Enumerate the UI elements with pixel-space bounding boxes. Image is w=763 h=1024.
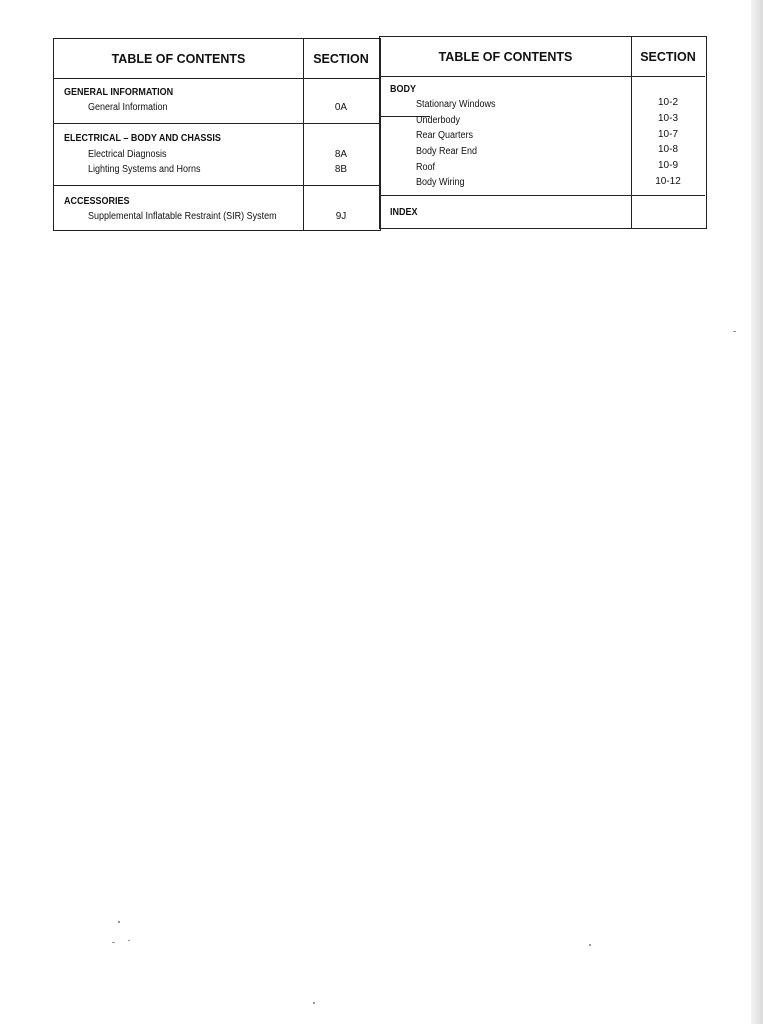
group-heading: ELECTRICAL – BODY AND CHASSIS [64,133,221,144]
toc-entry-label: Body Rear End [416,146,478,157]
scan-speck [313,1002,315,1004]
toc-entry-section: 8A [334,149,348,160]
toc-entry-label: Body Wiring [416,177,465,188]
column-divider [303,39,304,230]
table-of-contents [53,36,707,229]
scan-speck [589,944,591,946]
section-header: SECTION [631,37,705,77]
row-divider [380,195,705,196]
row-divider [54,185,379,186]
column-divider [631,37,632,228]
toc-entry-label: Underbody [416,115,461,126]
index-heading: INDEX [390,207,418,218]
toc-entry-label: Electrical Diagnosis [88,149,167,160]
toc-entry-section: 10-9 [657,160,678,171]
toc-entry-section: 10-2 [657,97,678,108]
row-divider [54,123,379,124]
toc-entry-label: General Information [88,102,168,113]
toc-entry-section: 10-7 [657,129,678,140]
toc-entry-section: 9J [335,211,347,222]
toc-entry-section: 10-12 [655,176,681,187]
group-heading: ACCESSORIES [64,196,130,207]
toc-header-title: TABLE OF CONTENTS [380,37,631,77]
toc-header-title: TABLE OF CONTENTS [54,39,303,79]
toc-entry-section: 10-8 [657,144,678,155]
page-edge-shadow [751,0,763,1024]
toc-entry-section: 8B [334,164,348,175]
group-heading: BODY [390,84,417,95]
section-header: SECTION [303,39,379,79]
scan-speck [112,942,115,943]
toc-entry-label: Lighting Systems and Horns [88,164,201,175]
toc-right-panel [379,36,707,229]
toc-entry-label: Stationary Windows [416,99,496,110]
scan-speck [118,921,120,923]
scan-speck [128,940,130,941]
toc-entry-section: 0A [334,102,348,113]
toc-entry-section: 10-3 [657,113,678,124]
toc-entry-label: Supplemental Inflatable Restraint (SIR) System [88,211,277,222]
toc-entry-label: Rear Quarters [416,130,474,141]
group-heading: GENERAL INFORMATION [64,87,174,98]
toc-entry-label: Roof [416,162,436,173]
toc-left-panel [53,38,381,231]
scan-speck [733,331,736,332]
